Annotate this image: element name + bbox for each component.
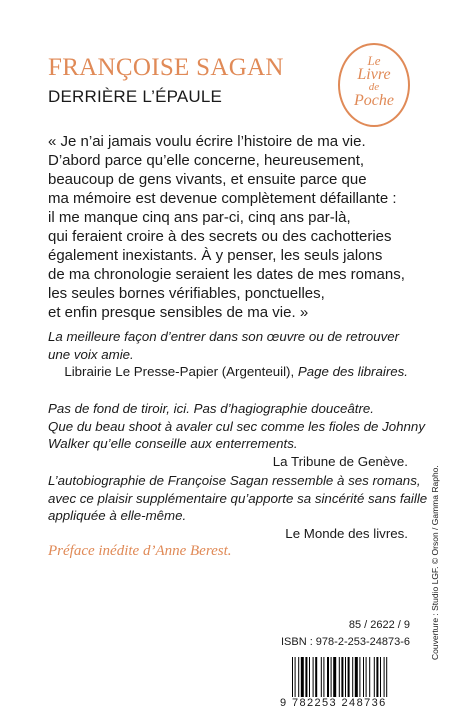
review-source-plain: Librairie Le Presse-Papier (Argenteuil), <box>64 364 298 379</box>
publisher-logo <box>338 43 410 127</box>
quote-line: qui feraient croire à des secrets ou des cachotteries <box>48 228 392 245</box>
blurb-quote <box>48 132 418 322</box>
review-source-plain: La Tribune de Genève. <box>272 453 408 469</box>
quote-line: il me manque cinq ans par-ci, cinq ans par-là, <box>48 209 351 226</box>
review-line: Pas de fond de tiroir, ici. Pas d’hagiographie douceâtre. <box>48 401 374 416</box>
preface-note: Préface inédite d’Anne Berest. <box>48 543 232 559</box>
author-name: FRANÇOISE SAGAN <box>48 54 284 81</box>
isbn-code: ISBN : 978-2-253-24873-6 <box>280 636 410 648</box>
cover-credit: Couverture : Studio LGF. © Orson / Gamma Rapho. <box>430 465 440 660</box>
review-line: Walker qu’elle conseille aux enterrements. <box>48 436 298 451</box>
review-monde-des-livres <box>48 472 428 542</box>
quote-line: « Je n’ai jamais voulu écrire l’histoire de ma vie. <box>48 133 366 150</box>
barcode <box>292 657 412 697</box>
quote-line: les seules bornes vérifiables, ponctuelles, <box>48 285 325 302</box>
barcode-digits: 9 782253 248736 <box>280 697 387 709</box>
review-line: une voix amie. <box>48 346 134 362</box>
review-source-plain: Le Monde des livres. <box>285 525 408 541</box>
review-line: La meilleure façon d’entrer dans son œuvre ou de retrouver <box>48 329 400 344</box>
quote-line: également inexistants. À y penser, les seuls jalons <box>48 247 383 264</box>
review-line: appliquée à elle-même. <box>48 508 187 523</box>
review-tribune-geneve <box>48 400 425 470</box>
logo-line-3: de <box>368 81 380 93</box>
quote-line: de ma chronologie seraient les dates de mes romans, <box>48 266 405 283</box>
logo-line-4: Poche <box>354 92 394 109</box>
quote-line: beaucoup de gens vivants, et ensuite parce que <box>48 171 367 188</box>
quote-line: D’abord parce qu’elle concerne, heureusement, <box>48 152 365 169</box>
review-line: L’autobiographie de Françoise Sagan ressemble à ses romans, <box>48 473 421 488</box>
review-line: avec ce plaisir supplémentaire qu’apporte sa sincérité sans faille <box>48 490 428 506</box>
logo-line-2: Livre <box>357 66 391 83</box>
review-presse-papier <box>48 328 408 381</box>
reference-code: 85 / 2622 / 9 <box>348 619 410 631</box>
review-source <box>48 453 408 471</box>
quote-line: ma mémoire est devenue complètement défaillante : <box>48 190 397 207</box>
book-title: DERRIÈRE L’ÉPAULE <box>48 87 223 106</box>
logo-line-1: Le <box>367 53 381 68</box>
quote-line: et enfin presque sensibles de ma vie. » <box>48 304 309 321</box>
review-source <box>48 363 408 381</box>
review-source-italic: Page des libraires. <box>297 364 408 379</box>
review-source <box>48 525 408 543</box>
review-line: Que du beau shoot à avaler cul sec comme les fioles de Johnny <box>48 418 425 434</box>
